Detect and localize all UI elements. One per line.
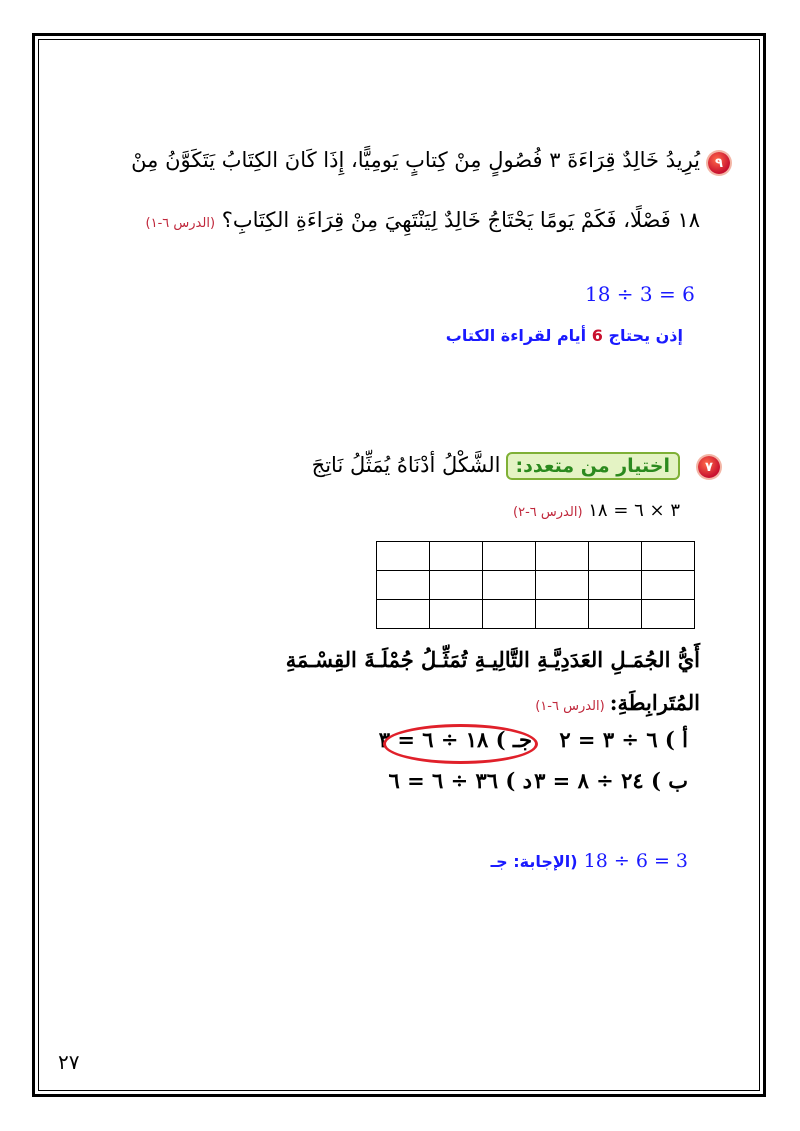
grid-cell bbox=[642, 571, 695, 600]
grid-cell bbox=[642, 600, 695, 629]
question-7-prompt-word: المُتَرابِطَةِ: bbox=[609, 690, 700, 715]
page-number: ٢٧ bbox=[58, 1050, 80, 1074]
array-grid bbox=[376, 541, 695, 629]
question-9-answer-before: إذن يحتاج bbox=[608, 326, 683, 345]
grid-cell bbox=[589, 600, 642, 629]
grid-cell bbox=[430, 600, 483, 629]
grid-cell bbox=[377, 542, 430, 571]
question-7-answer-label: الإجابة: جـ) bbox=[490, 852, 578, 871]
grid-cell bbox=[589, 542, 642, 571]
multiple-choice-label: اختيار من متعدد: bbox=[506, 452, 680, 480]
grid-cell bbox=[483, 600, 536, 629]
question-9-equation: 18 ÷ 3 = 6 bbox=[585, 282, 695, 306]
grid-cell bbox=[430, 542, 483, 571]
option-b[interactable] bbox=[534, 768, 688, 793]
option-d[interactable] bbox=[389, 768, 532, 793]
option-a-text: ٦ ÷ ٣ = ٢ bbox=[559, 727, 658, 752]
question-7-number-badge: ٧ bbox=[698, 456, 720, 478]
option-a[interactable] bbox=[559, 727, 688, 752]
question-9-answer-after: أيام لقراءة الكتاب bbox=[445, 326, 587, 345]
question-7-answer-expression: 18 ÷ 6 = 3 bbox=[583, 850, 688, 872]
option-d-text: ٣٦ ÷ ٦ = ٦ bbox=[388, 768, 499, 793]
grid-row bbox=[377, 571, 695, 600]
question-7-answer bbox=[491, 850, 688, 872]
question-9-line-2-text: ١٨ فَصْلًا، فَكَمْ يَومًا يَحْتَاجُ خَالِدٌ لِيَنْتَهِيَ مِنْ قِرَاءَةِ الكِتَابِ؟ bbox=[221, 208, 700, 232]
question-9-number-badge: ٩ bbox=[708, 152, 730, 174]
option-c-letter: جـ ) bbox=[495, 727, 532, 752]
question-7-stem: الشَّكْلُ أدْنَاهُ يُمَثِّلُ نَاتِجَ bbox=[311, 453, 501, 477]
grid-cell bbox=[377, 571, 430, 600]
grid-cell bbox=[642, 542, 695, 571]
grid-cell bbox=[377, 600, 430, 629]
option-a-letter: أ ) bbox=[664, 727, 688, 752]
grid-cell bbox=[430, 571, 483, 600]
question-7-header bbox=[312, 450, 680, 480]
question-9-answer bbox=[446, 326, 683, 345]
option-c-text: ١٨ ÷ ٦ = ٣ bbox=[378, 727, 489, 752]
grid-cell bbox=[483, 542, 536, 571]
question-9-answer-number: 6 bbox=[591, 326, 603, 345]
grid-cell bbox=[536, 600, 589, 629]
question-7-expression: ٣ × ٦ = ١٨ bbox=[588, 500, 680, 521]
grid-row bbox=[377, 600, 695, 629]
question-7-prompt-line-1: أَيُّ الجُمَـلِ العَدَدِيَّـةِ التَّالِيـةِ تُمَثِّـلُ جُمْلَـةَ القِسْـمَةِ bbox=[285, 647, 700, 672]
question-7-prompt-ref: (الدرس ٦-١) bbox=[535, 699, 605, 714]
question-7-lesson-ref: (الدرس ٦-٢) bbox=[513, 505, 583, 520]
option-d-letter: د ) bbox=[505, 768, 532, 793]
grid-row bbox=[377, 542, 695, 571]
option-b-letter: ب ) bbox=[650, 768, 688, 793]
question-9-line-1: يُرِيدُ خَالِدٌ قِرَاءَةَ ٣ فُصُولٍ مِنْ كِتابٍ يَومِيًّا، إِذَا كَانَ الكِتَابُ يَتَكَوَّنُ مِنْ bbox=[131, 148, 700, 172]
grid-cell bbox=[483, 571, 536, 600]
question-7-prompt-line-2 bbox=[535, 688, 700, 718]
option-b-text: ٢٤ ÷ ٨ = ٣ bbox=[534, 768, 644, 793]
grid-cell bbox=[536, 542, 589, 571]
grid-cell bbox=[589, 571, 642, 600]
question-9-lesson-ref: (الدرس ٦-١) bbox=[145, 216, 216, 231]
question-9-line-2 bbox=[140, 205, 700, 239]
correct-answer-circle bbox=[383, 724, 538, 764]
question-7-expression-line bbox=[513, 500, 680, 521]
grid-cell bbox=[536, 571, 589, 600]
